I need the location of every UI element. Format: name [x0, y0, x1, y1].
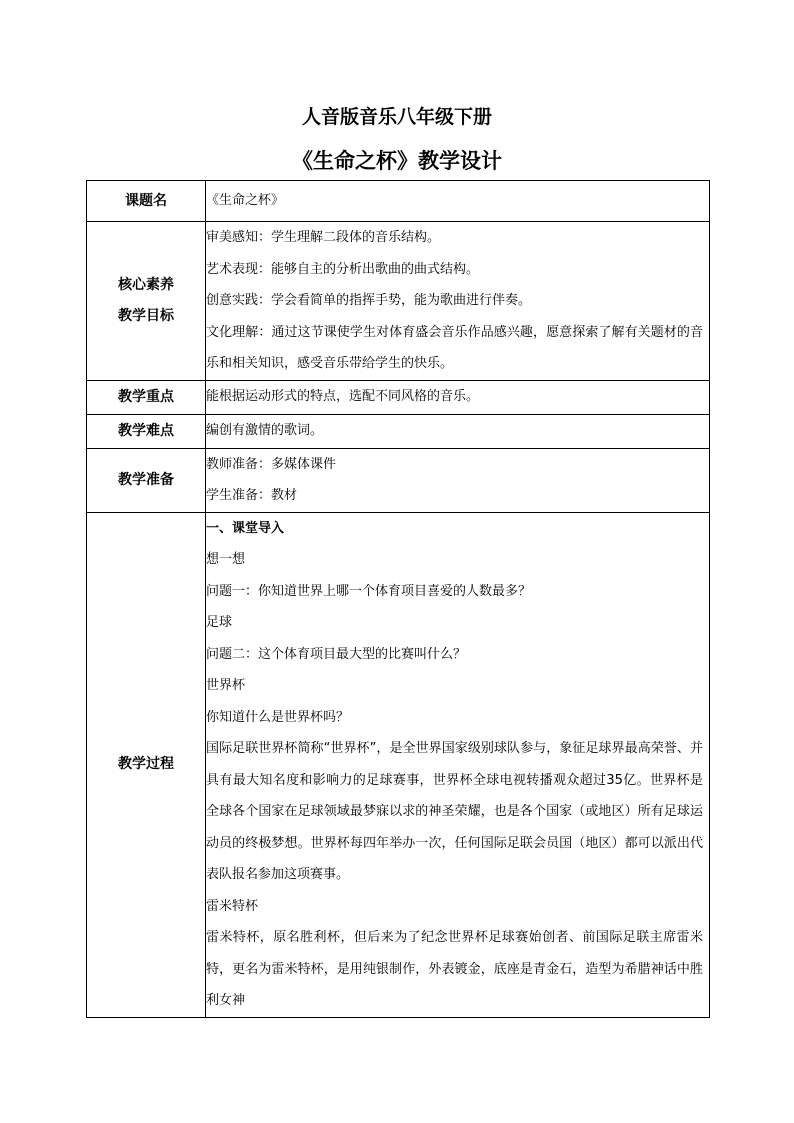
difficulty-text: 编创有激情的歌词。 — [206, 423, 324, 439]
objective-cultural: 文化理解：通过这节课使学生对体育盛会音乐作品感兴趣，愿意探索了解有关题材的音乐和相关知识，感受音乐带给学生的快乐。 — [206, 324, 703, 371]
process-line: 想一想 — [206, 552, 246, 567]
process-line: 问题二：这个体育项目最大型的比赛叫什么？ — [206, 646, 467, 662]
rimet-trophy-paragraph: 雷米特杯，原名胜利杯，但后来为了纪念世界杯足球赛始创者、前国际足联主席雷米特，更名为雷米特杯，是用纯银制作，外表镀金，底座是青金石，造型为希腊神话中胜利女神 — [206, 930, 703, 1008]
process-content — [206, 512, 710, 1017]
preparation-student: 学生准备：教材 — [206, 488, 298, 503]
key-point-text: 能根据运动形式的特点，选配不同风格的音乐。 — [206, 389, 480, 405]
process-line: 世界杯 — [206, 678, 246, 693]
objectives-label-line1: 核心素养 — [118, 276, 174, 293]
key-point-content — [206, 380, 710, 414]
document-title: 人音版音乐八年级下册 — [301, 106, 492, 128]
objective-aesthetic: 审美感知：学生理解二段体的音乐结构。 — [206, 230, 441, 245]
objectives-content — [206, 222, 710, 381]
difficulty-content — [206, 414, 710, 448]
topic-label: 课题名 — [87, 181, 206, 222]
process-line: 你知道什么是世界杯吗？ — [206, 709, 350, 725]
preparation-content — [206, 448, 710, 512]
table-row-process — [87, 512, 710, 1017]
objective-performance: 艺术表现：能够自主的分析出歌曲的曲式结构。 — [206, 261, 480, 277]
process-label: 教学过程 — [87, 512, 206, 1017]
world-cup-paragraph: 国际足联世界杯简称“世界杯”，是全世界国家级别球队参与，象征足球界最高荣誉、并具有最大知名度和影响力的足球赛事，世界杯全球电视转播观众超过35亿。世界杯是全球各个国家在足球领域最梦寐以求的神圣荣耀，也是各个国家（或地区）所有足球运动员的终极梦想。世界杯每四年举办一次，任何国际足联会员国（地区）都可以派出代表队报名参加这项赛事。 — [206, 741, 703, 882]
preparation-teacher: 教师准备：多媒体课件 — [206, 456, 337, 472]
objective-creative: 创意实践：学会看简单的指挥手势，能为歌曲进行伴奏。 — [206, 293, 532, 308]
key-point-label: 教学重点 — [87, 380, 206, 414]
lesson-plan-table — [86, 180, 710, 1018]
preparation-label: 教学准备 — [87, 448, 206, 512]
process-subheading: 雷米特杯 — [206, 898, 259, 914]
process-section-title: 一、课堂导入 — [206, 520, 285, 536]
topic-text: 《生命之杯》 — [206, 193, 285, 209]
document-subtitle: 《生命之杯》教学设计 — [292, 149, 502, 173]
table-row-difficulty — [87, 414, 710, 448]
table-row-objectives — [87, 222, 710, 381]
difficulty-label: 教学难点 — [87, 414, 206, 448]
process-line: 足球 — [206, 615, 233, 630]
table-row-topic — [87, 181, 710, 222]
topic-value — [206, 181, 710, 222]
table-row-preparation — [87, 448, 710, 512]
objectives-label-line2: 教学目标 — [118, 307, 174, 324]
process-line: 问题一：你知道世界上哪一个体育项目喜爱的人数最多？ — [206, 583, 532, 599]
table-row-key-point — [87, 380, 710, 414]
objectives-label — [87, 222, 206, 381]
